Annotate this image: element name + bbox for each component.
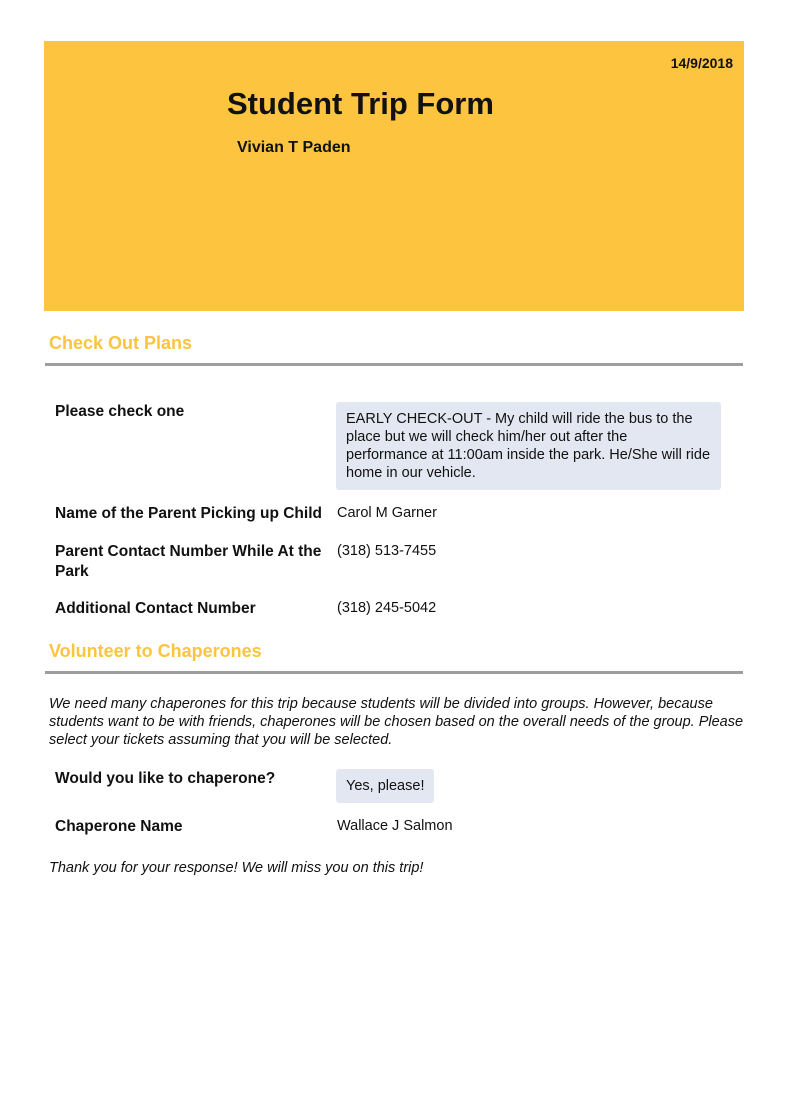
header-banner xyxy=(44,41,744,311)
chaperone-answer[interactable]: Yes, please! xyxy=(336,769,434,803)
parent-name-value: Carol M Garner xyxy=(337,505,437,521)
additional-contact-value: (318) 245-5042 xyxy=(337,600,437,616)
section-divider xyxy=(45,671,743,674)
section-title-check-out: Check Out Plans xyxy=(49,333,193,353)
volunteer-intro: We need many chaperones for this trip because students will be divided into groups. However, because students want to be with friends, chaperones will be chosen based on the overall needs of the group. Please select your tickets assuming that you will be selected. xyxy=(49,696,744,748)
parent-contact-label: Parent Contact Number While At the Park xyxy=(55,543,322,580)
parent-name-label: Name of the Parent Picking up Child xyxy=(55,505,322,522)
additional-contact-label: Additional Contact Number xyxy=(55,600,256,617)
form-date: 14/9/2018 xyxy=(670,55,733,71)
student-name: Vivian T Paden xyxy=(237,139,351,156)
closing-message: Thank you for your response! We will miss you on this trip! xyxy=(49,860,424,876)
check-one-selected-option[interactable]: EARLY CHECK-OUT - My child will ride the bus to the place but we will check him/her out after the performance at 11:00am inside the park. He/She will ride home in our vehicle. xyxy=(336,402,721,490)
parent-contact-value: (318) 513-7455 xyxy=(337,543,437,559)
section-title-volunteer: Volunteer to Chaperones xyxy=(49,641,262,661)
chaperone-name-value: Wallace J Salmon xyxy=(337,818,453,834)
check-one-label: Please check one xyxy=(55,403,185,420)
chaperone-name-label: Chaperone Name xyxy=(55,818,183,835)
chaperone-question-label: Would you like to chaperone? xyxy=(55,770,276,787)
section-divider xyxy=(45,363,743,366)
page-title: Student Trip Form xyxy=(227,86,494,121)
